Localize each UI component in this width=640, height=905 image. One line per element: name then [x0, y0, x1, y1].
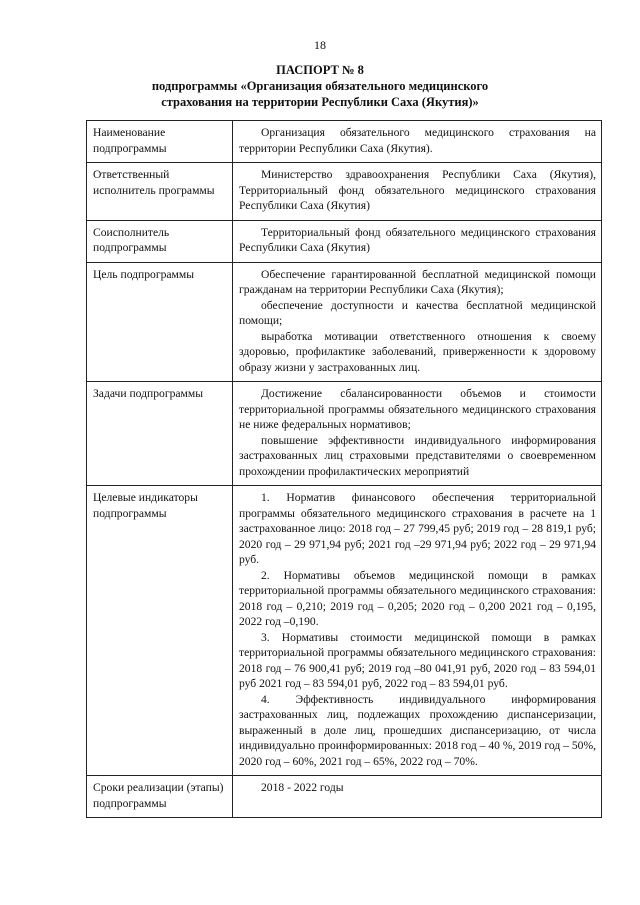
paragraph: 4. Эффективность индивидуального информирования застрахованных лиц, подлежащих прохождению диспансеризации, выраженный в доле лиц, прошедших диспансеризацию, от числа индивидуально проинформированных: 2018 год – 40 %, 2019 год – 50%, 2020 год – 60%, 2021 год – 65%, 2022 год – 70%. — [239, 692, 596, 768]
page-number: 18 — [314, 38, 326, 52]
title-line-3: страхования на территории Республики Саха (Якутия)» — [161, 95, 479, 109]
title-line-1: ПАСПОРТ № 8 — [276, 63, 364, 77]
paragraph: Организация обязательного медицинского страхования на территории Республики Саха (Якутия). — [239, 126, 596, 155]
table-row — [87, 121, 602, 163]
table-row — [87, 486, 602, 776]
paragraph: повышение эффективности индивидуального информирования застрахованных лиц страховыми представителями о своевременном прохождении профилактических мероприятий — [239, 433, 596, 478]
paragraph: 2. Нормативы объемов медицинской помощи в рамках территориальной программы обязательного медицинского страхования: 2018 год – 0,210; 2019 год – 0,205; 2020 год – 0,200 2021 год – 0,195, 2022 год –0,190. — [239, 568, 596, 628]
paragraph: Территориальный фонд обязательного медицинского страхования Республики Саха (Якутия) — [239, 225, 596, 254]
table-row — [87, 163, 602, 221]
table-row — [87, 262, 602, 382]
title-line-2: подпрограммы «Организация обязательного медицинского — [151, 79, 489, 93]
row-value-tasks — [233, 382, 602, 486]
paragraph: обеспечение доступности и качества бесплатной медицинской помощи; — [239, 298, 596, 327]
paragraph: Обеспечение гарантированной бесплатной медицинской помощи гражданам на территории Республики Саха (Якутия); — [239, 267, 596, 296]
paragraph: Достижение сбалансированности объемов и стоимости территориальной программы обязательного медицинского страхования не ниже федеральных нормативов; — [239, 387, 596, 431]
row-value-name — [233, 121, 602, 163]
passport-table — [86, 120, 602, 818]
row-value-coexecutor — [233, 220, 602, 262]
row-label-indicators: Целевые индикаторы подпрограммы — [87, 486, 233, 776]
paragraph: Министерство здравоохранения Республики Саха (Якутия), Территориальный фонд обязательного медицинского страхования Республики Саха (Якутия) — [239, 168, 596, 212]
row-value-timeline — [233, 776, 602, 818]
paragraph: 1. Норматив финансового обеспечения территориальной программы обязательного медицинского страхования в расчете на 1 застрахованное лицо: 2018 год – 27 799,45 руб; 2019 год – 28 819,1 руб; 2020 год – 29 971,94 руб; 2021 год –29 971,94 руб; 2022 год – 29 971,94 руб. — [239, 491, 596, 566]
row-label-timeline: Сроки реализации (этапы) подпрограммы — [87, 776, 233, 818]
row-label-name: Наименование подпрограммы — [87, 121, 233, 163]
row-value-goal — [233, 262, 602, 382]
table-row — [87, 776, 602, 818]
paragraph: 2018 - 2022 годы — [261, 781, 344, 794]
row-value-responsible — [233, 163, 602, 221]
document-title — [60, 62, 580, 110]
paragraph: выработка мотивации ответственного отношения к своему здоровью, профилактике заболеваний, приверженности к здоровому образу жизни у застрахованных лиц. — [239, 329, 596, 374]
row-label-tasks: Задачи подпрограммы — [87, 382, 233, 486]
table-row — [87, 382, 602, 486]
table-row — [87, 220, 602, 262]
row-value-indicators — [233, 486, 602, 776]
paragraph: 3. Нормативы стоимости медицинской помощи в рамках территориальной программы обязательного медицинского страхования: 2018 год – 76 900,41 руб; 2019 год –80 041,91 руб, 2020 год – 83 594,01 руб 2021 год – 83 594,01 руб, 2022 год – 83 594,01 руб. — [239, 630, 596, 690]
row-label-responsible: Ответственный исполнитель программы — [87, 163, 233, 221]
row-label-coexecutor: Соисполнитель подпрограммы — [87, 220, 233, 262]
row-label-goal: Цель подпрограммы — [87, 262, 233, 382]
